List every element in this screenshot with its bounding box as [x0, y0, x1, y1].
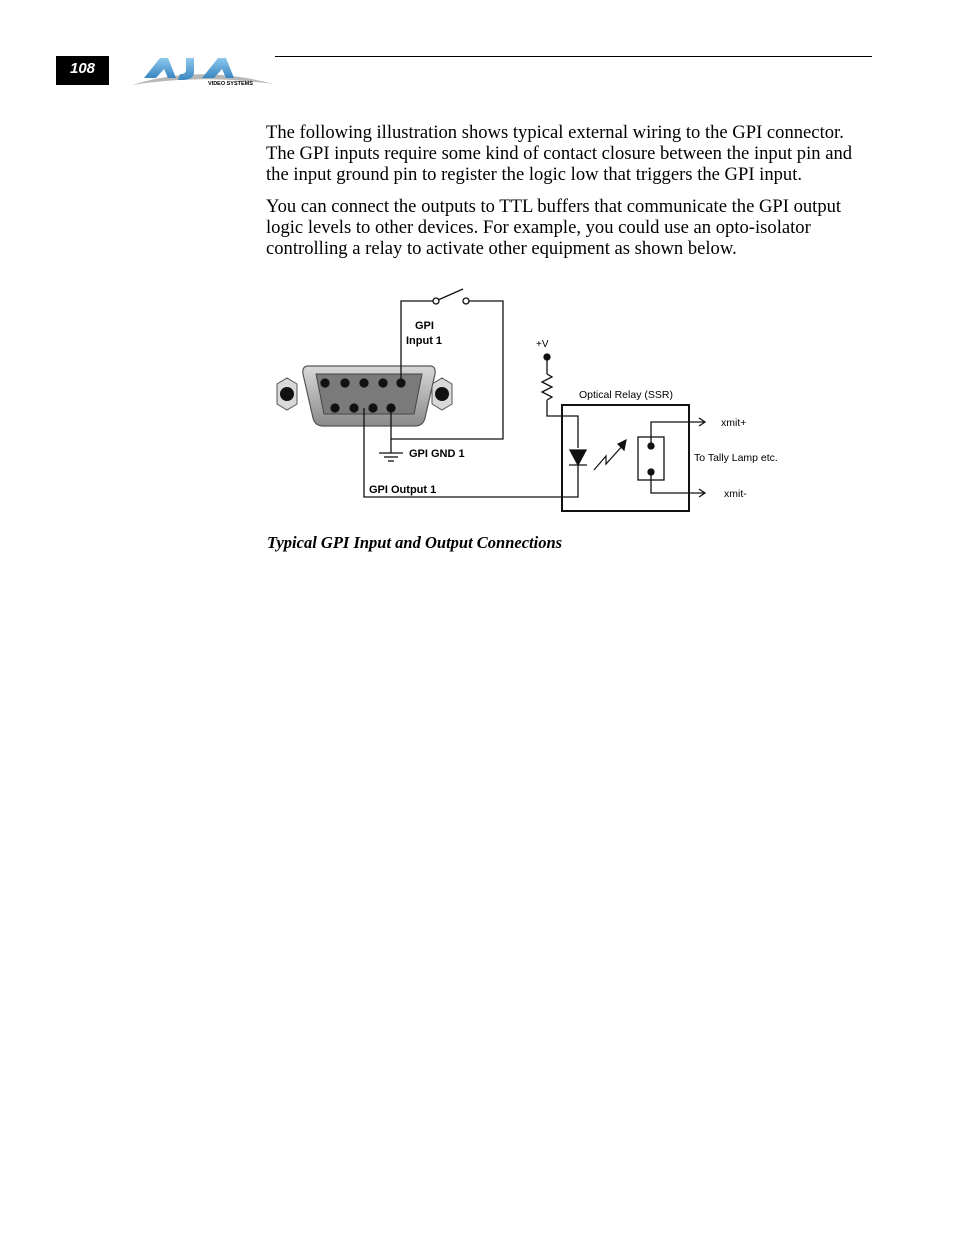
led-symbol: [569, 450, 587, 477]
label-tally: To Tally Lamp etc.: [694, 452, 778, 464]
paragraph-gpi-wiring: The following illustration shows typical external wiring to the GPI connector. The GPI inputs require some kind of contact closure between the input pin and the input ground pin to register the logic low that triggers the GPI input.: [266, 122, 853, 185]
label-gpi-input-line2: Input 1: [406, 335, 443, 347]
label-xmit-plus: xmit+: [721, 417, 747, 429]
label-gpi-input-line1: GPI: [415, 320, 434, 332]
aja-logo: [130, 54, 275, 90]
gpi-wiring-diagram: [260, 282, 800, 522]
label-supply: +V: [536, 339, 549, 350]
ground-symbol: [379, 439, 403, 461]
label-gpi-output: GPI Output 1: [369, 484, 437, 496]
logo-letter-j: [178, 58, 194, 80]
logo-letter-a1: [144, 58, 176, 78]
switch-lever: [438, 289, 463, 300]
light-arrow: [594, 440, 626, 470]
label-xmit-minus: xmit-: [724, 488, 747, 500]
page-number: 108: [56, 56, 109, 85]
label-gpi-gnd: GPI GND 1: [409, 448, 465, 460]
supply-resistor: [542, 354, 578, 448]
paragraph-ttl-outputs: You can connect the outputs to TTL buffers that communicate the GPI output logic levels to other devices. For example, you could use an opto-isolator controlling a relay to activate other equipment as shown below.: [266, 196, 842, 259]
header-rule: [275, 56, 872, 57]
logo-tagline: VIDEO SYSTEMS: [208, 81, 253, 87]
figure-caption: Typical GPI Input and Output Connections: [267, 533, 563, 552]
label-optical-relay: Optical Relay (SSR): [579, 389, 673, 401]
